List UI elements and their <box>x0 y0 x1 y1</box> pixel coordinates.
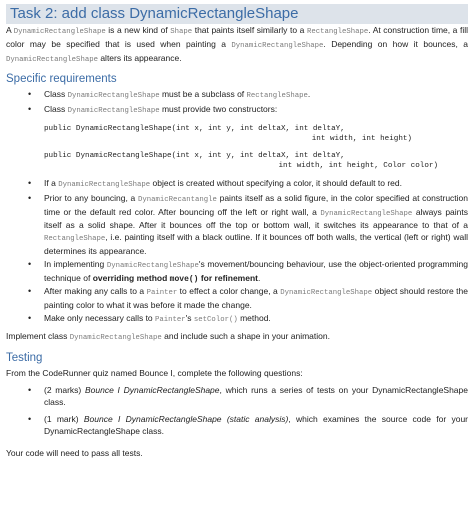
code-shape: Shape <box>170 28 193 36</box>
code-class-name: DynamicRectangleShape <box>69 333 162 342</box>
text: Make only necessary calls to <box>44 312 156 323</box>
text: If a <box>44 177 59 188</box>
text: 's movement/bouncing behaviour, use the object-oriented programming technique of <box>44 258 468 283</box>
list-item <box>6 385 468 409</box>
list-item <box>6 286 468 312</box>
text: method. <box>237 312 271 323</box>
bullet-icon: • <box>28 177 32 188</box>
code-rectangle-shape: RectangleShape <box>44 235 106 244</box>
testing-intro: From the CodeRunner quiz named Bounce I, complete the following questions: <box>6 367 303 378</box>
bullet-icon: • <box>28 258 32 269</box>
text: to effect a color change, a <box>177 286 281 297</box>
list-item <box>6 89 468 103</box>
code-class-name: DynamicRectangleShape <box>280 289 373 298</box>
code-class-name: DynamicRectangleShape <box>58 180 151 189</box>
requirements-list <box>6 89 468 118</box>
code-class-name: DynamicRectangleShape <box>231 41 324 50</box>
code-line: public DynamicRectangleShape(int x, int y, int deltaX, int deltaY, <box>44 124 345 133</box>
list-item <box>6 178 468 192</box>
text: and include such a shape in your animation. <box>161 330 330 341</box>
text: Class <box>44 104 68 115</box>
code-line: int width, int height, Color color) <box>278 162 438 171</box>
code-painter: Painter <box>146 289 178 298</box>
code-rectangle-shape: RectangleShape <box>246 92 308 101</box>
bullet-icon: • <box>28 104 32 115</box>
text: . At construction time, a fill color may be specified that is used when painting a <box>6 25 468 49</box>
bullet-icon: • <box>28 286 32 297</box>
text: is a new kind of <box>105 25 171 35</box>
code-class-name: DynamicRecantangle <box>138 195 217 204</box>
code-set-color: setColor() <box>193 315 238 324</box>
text: paints itself as a solid figure, in the color specified at construction time or the default red color. After bouncing off the left or right wall, a <box>44 192 468 217</box>
code-class-name: DynamicRectangleShape <box>67 92 160 101</box>
text: (1 mark) <box>44 413 84 424</box>
bullet-icon: • <box>28 312 32 323</box>
text: must provide two constructors: <box>159 104 278 115</box>
code-line: int width, int height) <box>311 135 412 144</box>
list-item <box>6 104 468 118</box>
requirements-list-continued <box>6 178 468 327</box>
code-class-name: DynamicRectangleShape <box>106 261 199 270</box>
text: alters its appearance. <box>97 52 182 63</box>
bold-text: for refinement <box>198 272 258 283</box>
text: , which runs a series of tests on your DynamicRectangleShape class. <box>44 385 468 408</box>
text: object should restore the painting color to what it was before it made the change. <box>44 286 468 311</box>
text: 's <box>185 312 194 323</box>
specific-requirements-heading: Specific requirements <box>6 73 117 86</box>
intro-paragraph <box>6 25 468 66</box>
bullet-icon: • <box>28 89 32 100</box>
constructor-1-code <box>6 124 468 145</box>
code-line: public DynamicRectangleShape(int x, int y, int deltaX, int deltaY, <box>44 151 345 160</box>
code-class-name: DynamicRectangleShape <box>67 107 160 116</box>
text: always paints itself as a solid shape. After it bounces off the top or bottom wall, it switches its appearance to that of a <box>44 206 468 231</box>
text: A <box>6 25 14 35</box>
code-class-name: DynamicRectangleShape <box>13 28 106 36</box>
text: , i.e. painting itself with a black outline. If it bounces off both walls, the vertical (left or right) wall determines its appearance. <box>44 232 468 256</box>
bold-text: overriding method <box>92 272 170 283</box>
list-item <box>6 414 468 438</box>
task-title: Task 2: add class DynamicRectangleShape <box>6 4 468 24</box>
quiz-question-name: Bounce I DynamicRectangleShape (static analysis) <box>83 413 289 424</box>
text: In implementing <box>44 258 107 269</box>
text: . <box>258 272 261 283</box>
code-painter: Painter <box>155 315 186 324</box>
quiz-question-name: Bounce I DynamicRectangleShape <box>84 385 220 396</box>
text: . <box>307 89 311 100</box>
footer-note: Your code will need to pass all tests. <box>6 447 143 458</box>
bullet-icon: • <box>28 192 32 203</box>
bullet-icon: • <box>28 385 32 396</box>
text: that paints itself similarly to a <box>192 25 307 35</box>
testing-heading: Testing <box>6 351 43 364</box>
code-class-name: DynamicRectangleShape <box>320 209 413 218</box>
text: . Depending on how it bounces, a <box>323 38 469 49</box>
code-class-name: DynamicRectangleShape <box>6 55 98 64</box>
implement-paragraph <box>6 331 468 345</box>
list-item <box>6 313 468 327</box>
constructor-2-code <box>6 151 468 172</box>
text: After making any calls to a <box>44 286 147 297</box>
testing-list <box>6 385 468 437</box>
text: Class <box>44 89 68 100</box>
code-rectangle-shape: RectangleShape <box>306 28 369 36</box>
text: Prior to any bouncing, a <box>44 192 139 203</box>
text: must be a subclass of <box>159 89 247 100</box>
bullet-icon: • <box>28 413 32 424</box>
list-item <box>6 259 468 286</box>
text: object is created without specifying a color, it should default to red. <box>150 177 402 188</box>
text: (2 marks) <box>44 385 85 396</box>
code-move-method: move() <box>169 274 199 284</box>
text: Implement class <box>6 330 70 341</box>
text: , which examines the source code for your DynamicRectangleShape class. <box>44 413 469 436</box>
list-item <box>6 193 468 258</box>
